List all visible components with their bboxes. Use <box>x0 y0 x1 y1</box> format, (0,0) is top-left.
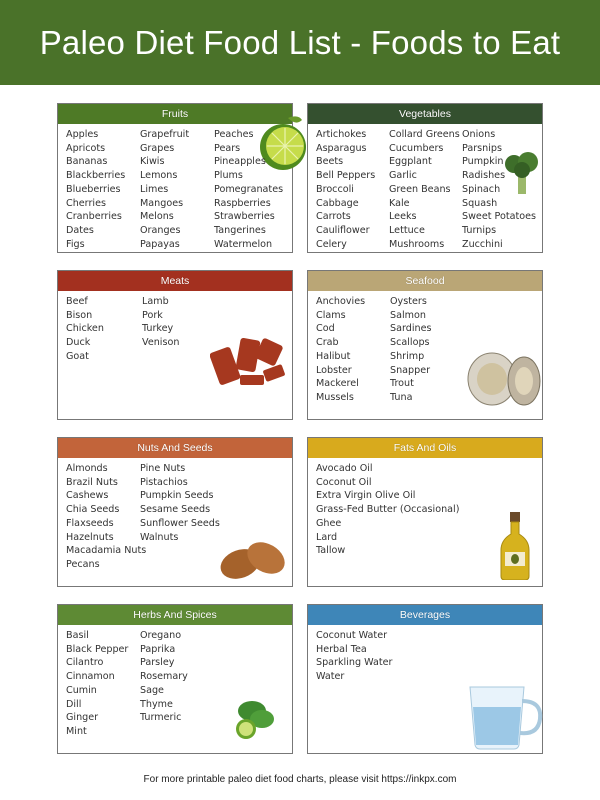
food-item: Cauliflower <box>316 224 370 236</box>
food-item: Spinach <box>462 183 501 195</box>
food-item: Salmon <box>390 309 426 321</box>
food-item: Coconut Water <box>316 630 388 641</box>
section-meats <box>57 270 293 420</box>
food-item: Almonds <box>66 463 108 474</box>
item-column <box>316 295 390 405</box>
food-item: Bell Peppers <box>316 170 376 182</box>
item-columns <box>316 128 600 251</box>
food-item: Beef <box>66 296 88 307</box>
food-item: Hazelnuts <box>66 531 114 543</box>
food-item: Mussels <box>316 391 354 403</box>
item-column <box>462 128 600 251</box>
food-item: Artichokes <box>316 129 367 140</box>
food-item: Apples <box>66 129 99 140</box>
footer-note: For more printable paleo diet food charts, please visit https://inkpx.com <box>143 774 457 785</box>
food-item: Pistachios <box>140 476 188 488</box>
item-column <box>390 295 600 405</box>
food-item: Asparagus <box>316 142 367 154</box>
section-title: Seafood <box>308 271 542 291</box>
food-item: Basil <box>66 630 89 641</box>
food-item: Mint <box>66 725 87 737</box>
section-vegetables <box>307 103 543 253</box>
food-item: Turkey <box>142 323 174 335</box>
section-herbs <box>57 604 293 754</box>
food-item: Parsnips <box>462 142 503 154</box>
food-item: Pomegranates <box>214 183 284 195</box>
food-item: Black Pepper <box>66 643 129 655</box>
food-item: Cod <box>316 323 335 335</box>
food-item: Mushrooms <box>389 238 445 250</box>
food-item: Cumin <box>66 684 97 696</box>
food-item: Bison <box>66 309 93 321</box>
food-item: Shrimp <box>390 350 425 362</box>
item-columns <box>316 295 600 405</box>
food-item: Chicken <box>66 323 104 335</box>
food-item: Strawberries <box>214 211 275 223</box>
food-item: Papayas <box>140 238 180 250</box>
food-item: Sweet Potatoes <box>462 211 537 223</box>
food-item: Figs <box>66 238 85 250</box>
section-title: Fats And Oils <box>308 438 542 458</box>
section-title: Herbs And Spices <box>58 605 292 625</box>
item-columns <box>316 629 536 684</box>
food-item: Pineapples <box>214 156 266 168</box>
food-item: Sardines <box>390 323 432 335</box>
food-item: Radishes <box>462 170 506 182</box>
food-item: Pumpkin Seeds <box>140 490 214 502</box>
food-item: Kiwis <box>140 156 165 168</box>
food-item: Apricots <box>66 142 106 154</box>
food-item: Lard <box>316 531 338 543</box>
food-item: Flaxseeds <box>66 517 114 529</box>
food-item: Blackberries <box>66 170 126 182</box>
food-item: Rosemary <box>140 671 188 683</box>
food-item: Extra Virgin Olive Oil <box>316 490 416 502</box>
food-item: Trout <box>390 378 414 390</box>
food-item: Lettuce <box>389 224 425 236</box>
item-column <box>66 462 147 572</box>
food-item: Ginger <box>66 712 99 724</box>
food-item: Melons <box>140 211 174 223</box>
item-column <box>66 629 140 739</box>
section-fats <box>307 437 543 587</box>
food-item: Peaches <box>214 129 254 140</box>
food-item: Cinnamon <box>66 671 115 683</box>
food-item: Dill <box>66 698 82 710</box>
food-item: Grass-Fed Butter (Occasional) <box>316 504 460 516</box>
food-item: Oysters <box>390 296 427 307</box>
food-item: Zucchini <box>462 238 503 250</box>
food-item: Celery <box>316 238 347 250</box>
food-item: Raspberries <box>214 197 271 209</box>
food-item: Kale <box>389 197 410 209</box>
section-fruits <box>57 103 293 253</box>
food-item: Sunflower Seeds <box>140 517 220 529</box>
food-item: Cranberries <box>66 211 122 223</box>
food-item: Paprika <box>140 643 176 655</box>
food-item: Turmeric <box>140 712 182 724</box>
section-title: Vegetables <box>308 104 542 124</box>
food-item: Crab <box>316 337 339 349</box>
food-item: Watermelon <box>214 238 273 250</box>
food-item: Sage <box>140 684 164 696</box>
food-item: Pecans <box>66 558 100 570</box>
item-column <box>316 629 536 684</box>
food-item: Lemons <box>140 170 178 182</box>
section-title: Meats <box>58 271 292 291</box>
food-item: Avocado Oil <box>316 463 373 474</box>
food-item: Pine Nuts <box>140 463 186 474</box>
food-item: Clams <box>316 309 346 321</box>
food-item: Parsley <box>140 657 175 669</box>
food-item: Lobster <box>316 364 352 376</box>
food-item: Broccoli <box>316 183 354 195</box>
food-item: Eggplant <box>389 156 432 168</box>
food-item: Bananas <box>66 156 108 168</box>
food-item: Thyme <box>140 698 173 710</box>
item-column <box>389 128 462 251</box>
food-item: Herbal Tea <box>316 643 367 655</box>
food-item: Duck <box>66 337 91 349</box>
water-glass-icon <box>466 681 544 755</box>
food-item: Tallow <box>316 545 346 557</box>
item-column <box>66 295 142 364</box>
section-title: Fruits <box>58 104 292 124</box>
section-nuts <box>57 437 293 587</box>
food-item: Sesame Seeds <box>140 504 211 516</box>
food-item: Ghee <box>316 517 342 529</box>
food-item: Turnips <box>462 224 497 236</box>
food-item: Pork <box>142 309 163 321</box>
food-item: Dates <box>66 224 94 236</box>
food-item: Blueberries <box>66 183 121 195</box>
section-title: Nuts And Seeds <box>58 438 292 458</box>
food-item: Chia Seeds <box>66 504 120 516</box>
food-item: Grapes <box>140 142 175 154</box>
food-item: Mackerel <box>316 378 359 390</box>
food-item: Tuna <box>390 391 413 403</box>
food-item: Carrots <box>316 211 351 223</box>
food-item: Cucumbers <box>389 142 444 154</box>
food-item: Mangoes <box>140 197 184 209</box>
food-item: Anchovies <box>316 296 366 307</box>
food-item: Brazil Nuts <box>66 476 118 488</box>
food-item: Cilantro <box>66 657 104 669</box>
page-title: Paleo Diet Food List - Foods to Eat <box>0 0 600 85</box>
food-item: Walnuts <box>140 531 179 543</box>
section-title: Beverages <box>308 605 542 625</box>
section-beverages <box>307 604 543 754</box>
food-item: Collard Greens <box>389 129 460 140</box>
food-item: Coconut Oil <box>316 476 372 488</box>
food-item: Macadamia Nuts <box>66 545 147 557</box>
food-item: Cashews <box>66 490 109 502</box>
food-item: Onions <box>462 129 496 140</box>
food-item: Squash <box>462 197 498 209</box>
food-item: Pears <box>214 142 241 154</box>
food-item: Oranges <box>140 224 181 236</box>
food-item: Green Beans <box>389 183 451 195</box>
food-item: Tangerines <box>214 224 266 236</box>
food-item: Limes <box>140 183 169 195</box>
item-column <box>140 128 214 251</box>
food-item: Plums <box>214 170 243 182</box>
food-item: Leeks <box>389 211 417 223</box>
food-item: Halibut <box>316 350 351 362</box>
item-column <box>316 128 389 251</box>
item-column <box>66 128 140 251</box>
food-item: Beets <box>316 156 344 168</box>
food-item: Goat <box>66 350 89 362</box>
food-item: Oregano <box>140 630 182 641</box>
food-item: Snapper <box>390 364 431 376</box>
food-item: Sparkling Water <box>316 657 393 669</box>
item-column <box>316 462 536 558</box>
food-item: Cherries <box>66 197 106 209</box>
food-item: Water <box>316 671 345 683</box>
food-item: Cabbage <box>316 197 359 209</box>
food-item: Lamb <box>142 296 169 307</box>
food-item: Garlic <box>389 170 417 182</box>
food-item: Grapefruit <box>140 129 190 140</box>
food-item: Pumpkin <box>462 156 504 168</box>
food-item: Scallops <box>390 337 430 349</box>
section-seafood <box>307 270 543 420</box>
food-item: Venison <box>142 337 180 349</box>
item-columns <box>316 462 536 558</box>
